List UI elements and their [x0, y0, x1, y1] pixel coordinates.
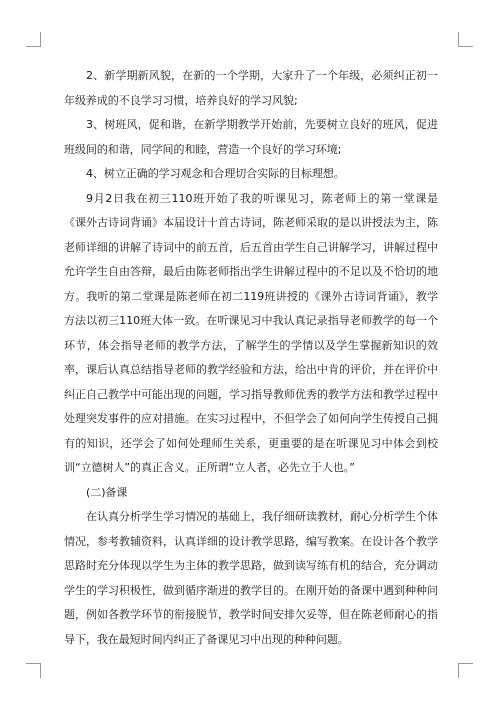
paragraph-item-4: 4、树立正确的学习观念和合理切合实际的目标理想。 [86, 167, 345, 180]
paragraph-item-3: 3、树班风，促和谐，在新学期教学开始前，先要树立良好的班风，促进班级间的和谐，同学间的和睦，营造一个良好的学习环境; [64, 118, 438, 156]
crop-mark-top-left [26, 32, 41, 47]
document-body [64, 64, 438, 652]
paragraph-observation: 9月2日我在初三110班开始了我的听课见习，陈老师上的第一堂课是《课外古诗词背诵》本届设计十首古诗词，陈老师采取的是以讲授法为主，陈老师详细的讲解了诗词中的前五首，后五首由学生自己讲解学习，讲解过程中允许学生自由答辩，最后由陈老师指出学生讲解过程中的不足以及不恰切的地方。我听的第二堂课是陈老师在初二119班讲授的《课外古诗词背诵》，教学方法以初三110班大体一致。在听课见习中我认真记录指导老师教学的每一个环节，体会指导老师的教学方法，了解学生的学情以及学生掌握新知识的效率，课后认真总结指导老师的教学经验和方法，给出中肯的评价，并在评价中纠正自己教学中可能出现的问题，学习指导教师优秀的教学方法和教学过程中处理突发事件的应对措施。在实习过程中，不但学会了如何向学生传授自己拥有的知识，还学会了如何处理师生关系，更重要的是在听课见习中体会到校训“立德树人”的真正含义。正所谓“立人者，必先立于人也。” [64, 191, 438, 474]
crop-mark-bottom-left [26, 663, 41, 678]
crop-mark-bottom-right [458, 663, 473, 678]
section-heading-lesson-prep: (二)备课 [86, 485, 128, 499]
crop-mark-top-right [458, 32, 473, 47]
paragraph-item-2: 2、新学期新风貌，在新的一个学期，大家升了一个年级，必须纠正初一年级养成的不良学习习惯，培养良好的学习风貌; [64, 69, 438, 107]
paragraph-lesson-prep: 在认真分析学生学习情况的基础上，我仔细研读教材，耐心分析学生个体情况，参考教辅资料，认真详细的设计教学思路，编写教案。在设计各个教学思路时充分体现以学生为主体的教学思路，做到读写练有机的结合，充分调动学生的学习积极性，做到循序渐进的教学目的。在刚开始的备课中遇到种种问题，例如各教学环节的衔接脱节，教学时间安排欠妥等，但在陈老师耐心的指导下，我在最短时间内纠正了备课见习中出现的种种问题。 [64, 510, 438, 646]
